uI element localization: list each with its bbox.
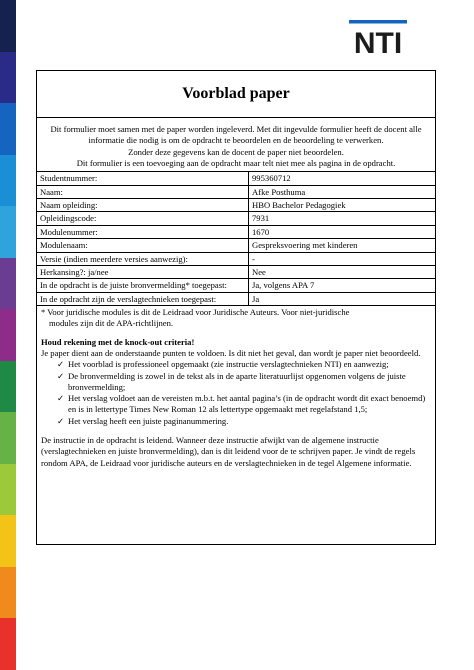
knockout-heading: Houd rekening met de knock-out criteria! bbox=[41, 336, 195, 347]
stripe-segment bbox=[0, 258, 16, 310]
footnote-line-1: * Voor juridische modules is dit de Leidraad voor Juridische Auteurs. Voor niet-juridische bbox=[41, 307, 350, 318]
footnote-line-2: modules zijn dit de APA-richtlijnen. bbox=[49, 318, 174, 329]
table-row bbox=[37, 185, 435, 198]
field-label: Herkansing?: ja/nee bbox=[37, 266, 249, 279]
checklist-item: ✓ Het voorblad is professioneel opgemaakt (zie instructie verslagtechnieken NTI) en aanwezig; bbox=[57, 359, 389, 370]
knockout-section bbox=[37, 331, 435, 469]
field-value: Afke Posthuma bbox=[249, 185, 436, 198]
field-value: Gespreksvoering met kinderen bbox=[249, 239, 436, 252]
checkmark-icon: ✓ bbox=[57, 370, 65, 381]
field-label: Versie (indien meerdere versies aanwezig): bbox=[37, 252, 249, 265]
svg-text:NTI: NTI bbox=[353, 27, 403, 56]
stripe-segment bbox=[0, 103, 16, 155]
field-value: Nee bbox=[249, 266, 436, 279]
table-row bbox=[37, 292, 435, 305]
knockout-checklist bbox=[41, 359, 431, 427]
field-label: Modulenummer: bbox=[37, 225, 249, 238]
field-value: 7931 bbox=[249, 212, 436, 225]
closing-text: De instructie in de opdracht is leidend. Wanneer deze instructie afwijkt van de algemene instructie (verslagtechnieken en juiste bronvermelding), dan is dit leidend voor de te schrijven paper. Je vindt de regels rondom APA, de Leidraad voor juridische auteurs en de verslagtechnieken in de tegel Algemene informatie. bbox=[41, 435, 416, 468]
field-label: In de opdracht zijn de verslagtechnieken toegepast: bbox=[37, 292, 249, 305]
field-label: Opleidingscode: bbox=[37, 212, 249, 225]
checklist-item: ✓ Het verslag heeft een juiste paginanummering. bbox=[57, 415, 229, 426]
stripe-segment bbox=[0, 361, 16, 413]
field-value: 1670 bbox=[249, 225, 436, 238]
table-row bbox=[37, 266, 435, 279]
intro-paragraph-3: Dit formulier is een toevoeging aan de opdracht maar telt niet mee als pagina in de opdracht. bbox=[76, 157, 396, 168]
checkmark-icon: ✓ bbox=[57, 415, 65, 426]
stripe-segment bbox=[0, 309, 16, 361]
knockout-intro: Je paper dient aan de onderstaande punten te voldoen. Is dit niet het geval, dan wordt je paper niet beoordeeld. bbox=[41, 347, 421, 358]
table-row bbox=[37, 212, 435, 225]
field-label: In de opdracht is de juiste bronvermelding* toegepast: bbox=[37, 279, 249, 292]
table-row bbox=[37, 252, 435, 265]
field-value: 995360712 bbox=[249, 172, 436, 185]
table-row bbox=[37, 239, 435, 252]
checklist-item: ✓ Het verslag voldoet aan de vereisten m.b.t. het aantal pagina’s (in de opdracht wordt dit exact benoemd) en is in lettertype Times New Roman 12 als lettertype opgemaakt met regelafstand 1,5; bbox=[57, 393, 426, 415]
field-label: Naam opleiding: bbox=[37, 199, 249, 212]
stripe-segment bbox=[0, 464, 16, 516]
table-row bbox=[37, 172, 435, 185]
field-value: - bbox=[249, 252, 436, 265]
field-value: Ja bbox=[249, 292, 436, 305]
stripe-segment bbox=[0, 52, 16, 104]
intro-paragraph-1: Dit formulier moet samen met de paper worden ingeleverd. Met dit ingevulde formulier heeft de docent alle informatie die nodig is om de opdracht te beoordelen en de beoordeling te verwerken. bbox=[50, 124, 422, 146]
field-label: Naam: bbox=[37, 185, 249, 198]
field-value: Ja, volgens APA 7 bbox=[249, 279, 436, 292]
nti-logo bbox=[349, 20, 407, 56]
form-title: Voorblad paper bbox=[37, 71, 435, 118]
stripe-segment bbox=[0, 618, 16, 670]
stripe-segment bbox=[0, 155, 16, 207]
table-row bbox=[37, 225, 435, 238]
stripe-segment bbox=[0, 206, 16, 258]
stripe-segment bbox=[0, 567, 16, 619]
field-label: Modulenaam: bbox=[37, 239, 249, 252]
field-value: HBO Bachelor Pedagogiek bbox=[249, 199, 436, 212]
table-row bbox=[37, 199, 435, 212]
field-label: Studentnummer: bbox=[37, 172, 249, 185]
checkmark-icon: ✓ bbox=[57, 359, 65, 370]
cover-sheet-form bbox=[36, 70, 436, 545]
stripe-segment bbox=[0, 0, 16, 52]
intro-paragraph-2: Zonder deze gegevens kan de docent de paper niet beoordelen. bbox=[128, 146, 344, 157]
table-row bbox=[37, 279, 435, 292]
stripe-segment bbox=[0, 412, 16, 464]
intro-text bbox=[37, 118, 435, 171]
checklist-item: ✓ De bronvermelding is zowel in de tekst als in de aparte literatuurlijst opgenomen volgens de juiste bronvermelding; bbox=[57, 370, 406, 392]
student-info-table bbox=[37, 171, 435, 305]
brand-color-stripe bbox=[0, 0, 16, 670]
stripe-segment bbox=[0, 515, 16, 567]
footnote bbox=[37, 305, 435, 330]
checkmark-icon: ✓ bbox=[57, 393, 65, 404]
